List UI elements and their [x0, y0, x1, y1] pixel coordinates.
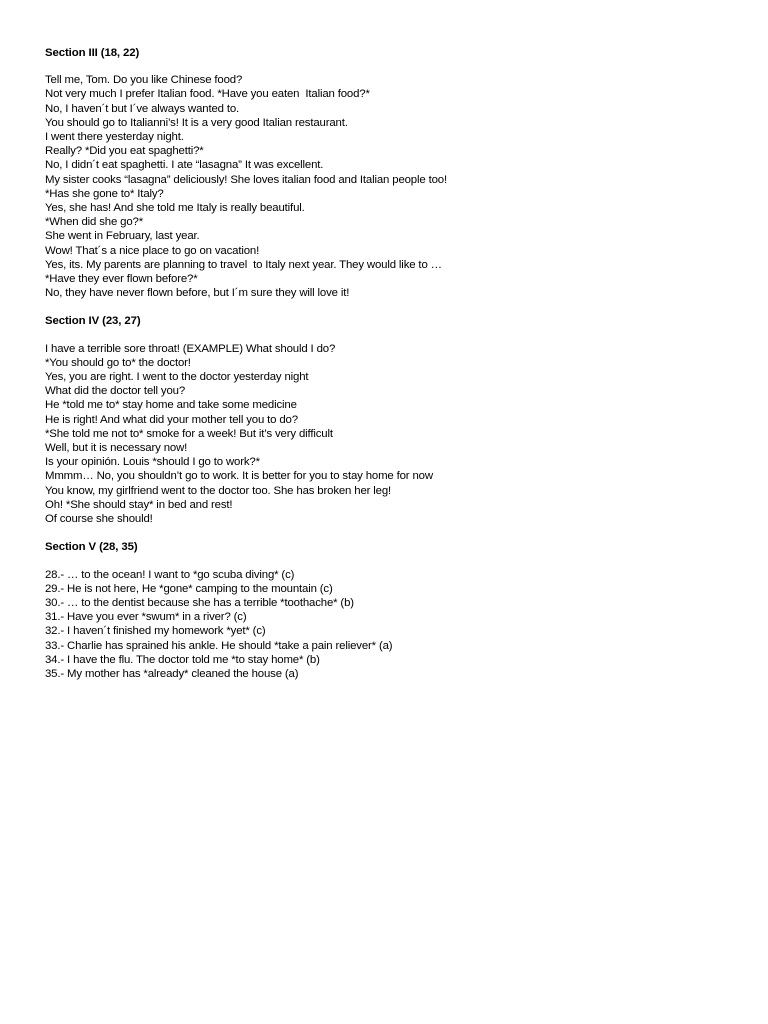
text-line: 29.- He is not here, He *gone* camping to the mountain (c)	[45, 582, 333, 595]
text-line: Well, but it is necessary now!	[45, 442, 188, 455]
text-line: I have a terrible sore throat! (EXAMPLE) What should I do?	[45, 342, 336, 355]
text-line: Tell me, Tom. Do you like Chinese food?	[45, 74, 243, 87]
text-line: 30.- … to the dentist because she has a terrible *toothache* (b)	[45, 596, 354, 609]
text-line: 28.- … to the ocean! I want to *go scuba diving* (c)	[45, 568, 295, 581]
text-line: No, I haven´t but I´ve always wanted to.	[45, 102, 240, 115]
section-title: Section IV (23, 27)	[45, 315, 141, 328]
text-line: No, I didn´t eat spaghetti. I ate “lasagna” It was excellent.	[45, 159, 324, 172]
section-iii	[45, 46, 745, 300]
text-line: My sister cooks “lasagna” deliciously! She loves italian food and Italian people too!	[45, 173, 447, 186]
text-line: Really? *Did you eat spaghetti?*	[45, 145, 204, 158]
text-line: *Has she gone to* Italy?	[45, 187, 164, 200]
text-line: I went there yesterday night.	[45, 131, 184, 144]
text-line: What did the doctor tell you?	[45, 385, 186, 398]
text-line: 35.- My mother has *already* cleaned the house (a)	[45, 667, 299, 680]
answer-lines	[45, 568, 745, 682]
text-line: Is your opinión. Louis *should I go to work?*	[45, 456, 260, 469]
document-page	[45, 46, 745, 681]
text-line: Not very much I prefer Italian food. *Have you eaten Italian food?*	[45, 88, 370, 101]
section-iv	[45, 314, 745, 526]
text-line: You should go to Italianni’s! It is a very good Italian restaurant.	[45, 116, 348, 129]
text-line: 33.- Charlie has sprained his ankle. He should *take a pain reliever* (a)	[45, 639, 393, 652]
section-title: Section III (18, 22)	[45, 47, 140, 59]
text-line: He *told me to* stay home and take some medicine	[45, 399, 297, 412]
section-title: Section V (28, 35)	[45, 541, 138, 554]
text-line: Of course she should!	[45, 513, 153, 526]
text-line: *When did she go?*	[45, 216, 143, 229]
section-v	[45, 540, 745, 681]
text-line: Yes, its. My parents are planning to travel to Italy next year. They would like to …	[45, 258, 442, 271]
text-line: *She told me not to* smoke for a week! But it’s very difficult	[45, 427, 333, 440]
text-line: 32.- I haven´t finished my homework *yet* (c)	[45, 625, 266, 638]
dialogue-lines	[45, 73, 745, 300]
text-line: *Have they ever flown before?*	[45, 273, 198, 286]
text-line: Mmmm… No, you shouldn’t go to work. It is better for you to stay home for now	[45, 470, 433, 483]
text-line: Wow! That´s a nice place to go on vacation!	[45, 244, 260, 257]
text-line: 34.- I have the flu. The doctor told me *to stay home* (b)	[45, 653, 320, 666]
text-line: 31.- Have you ever *swum* in a river? (c)	[45, 611, 247, 624]
text-line: Yes, she has! And she told me Italy is really beautiful.	[45, 202, 305, 215]
text-line: You know, my girlfriend went to the doctor too. She has broken her leg!	[45, 484, 392, 497]
text-line: She went in February, last year.	[45, 230, 200, 243]
text-line: No, they have never flown before, but I´m sure they will love it!	[45, 287, 350, 300]
dialogue-lines	[45, 342, 745, 527]
text-line: *You should go to* the doctor!	[45, 356, 191, 369]
text-line: He is right! And what did your mother tell you to do?	[45, 413, 298, 426]
text-line: Oh! *She should stay* in bed and rest!	[45, 498, 233, 511]
text-line: Yes, you are right. I went to the doctor yesterday night	[45, 371, 309, 384]
